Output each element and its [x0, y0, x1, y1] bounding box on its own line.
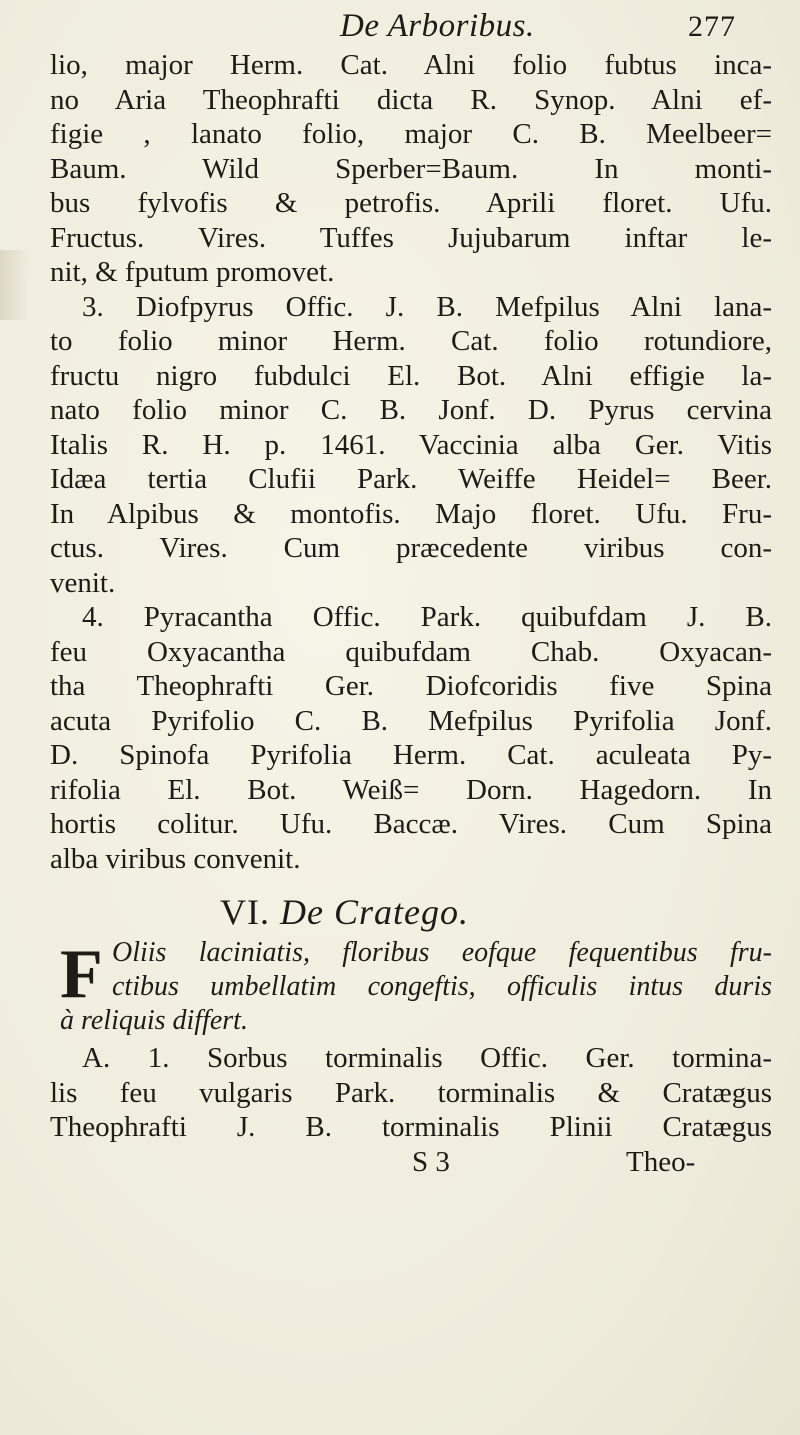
text-line: fructu nigro fubdulci El. Bot. Alni effigie la- — [50, 359, 772, 392]
text-line: venit. — [50, 566, 116, 599]
text-line: bus fylvofis & petrofis. Aprili floret. Ufu. — [50, 187, 772, 219]
section-number: VI. — [220, 892, 270, 932]
text-line: hortis colitur. Ufu. Baccæ. Vires. Cum Spina — [50, 808, 772, 840]
text-line: A. 1. Sorbus torminalis Offic. Ger. tormina- — [82, 1042, 772, 1074]
footer-line — [50, 1145, 772, 1180]
intro-line: Oliis laciniatis, floribus eofque fequentibus fru- — [112, 937, 772, 968]
text-line: lis feu vulgaris Park. torminalis & Cratægus — [50, 1076, 772, 1109]
text-line: nato folio minor C. B. Jonf. D. Pyrus cervina — [50, 394, 772, 426]
text-line: Idæa tertia Clufii Park. Weiffe Heidel= Beer. — [50, 463, 772, 495]
catchword: Theo- — [626, 1145, 696, 1178]
section-title: De Cratego. — [280, 892, 469, 932]
text-line: feu Oxyacantha quibufdam Chab. Oxyacan- — [50, 635, 772, 668]
show-through-mark — [0, 250, 30, 320]
running-title: De Arboribus. — [340, 8, 535, 44]
intro-line: à reliquis differt. — [60, 1005, 248, 1036]
drop-cap: F — [60, 936, 103, 1013]
text-line: alba viribus convenit. — [50, 842, 301, 875]
text-line: 4. Pyracantha Offic. Park. quibufdam J. B. — [82, 601, 772, 633]
signature-mark: S 3 — [412, 1145, 450, 1178]
text-line: Baum. Wild Sperber=Baum. In monti- — [50, 152, 772, 185]
text-line: D. Spinofa Pyrifolia Herm. Cat. aculeata Py- — [50, 739, 772, 771]
text-line: no Aria Theophrafti dicta R. Synop. Alni ef- — [50, 83, 772, 116]
text-line: ctus. Vires. Cum præcedente viribus con- — [50, 532, 772, 564]
body-text — [50, 48, 772, 1179]
text-line: to folio minor Herm. Cat. folio rotundiore, — [50, 325, 772, 357]
page-number: 277 — [688, 10, 736, 43]
section-heading — [50, 888, 772, 936]
text-line: figie , lanato folio, major C. B. Meelbeer= — [50, 118, 772, 150]
text-line: Fructus. Vires. Tuffes Jujubarum inftar le- — [50, 221, 772, 254]
section-intro — [50, 936, 772, 1041]
text-line: Theophrafti J. B. torminalis Plinii Cratægus — [50, 1111, 772, 1143]
text-line: rifolia El. Bot. Weiß= Dorn. Hagedorn. In — [50, 773, 772, 806]
text-line: Italis R. H. p. 1461. Vaccinia alba Ger. Vitis — [50, 428, 772, 461]
text-line: 3. Diofpyrus Offic. J. B. Mefpilus Alni lana- — [82, 290, 772, 323]
text-line: nit, & fputum promovet. — [50, 256, 335, 288]
running-head — [0, 6, 800, 46]
text-line: acuta Pyrifolio C. B. Mefpilus Pyrifolia Jonf. — [50, 704, 772, 737]
intro-line: ctibus umbellatim congeftis, officulis intus duris — [112, 971, 772, 1002]
text-line: lio, major Herm. Cat. Alni folio fubtus inca- — [50, 49, 772, 81]
text-line: tha Theophrafti Ger. Diofcoridis five Spina — [50, 670, 772, 702]
text-line: In Alpibus & montofis. Majo floret. Ufu. Fru- — [50, 497, 772, 530]
